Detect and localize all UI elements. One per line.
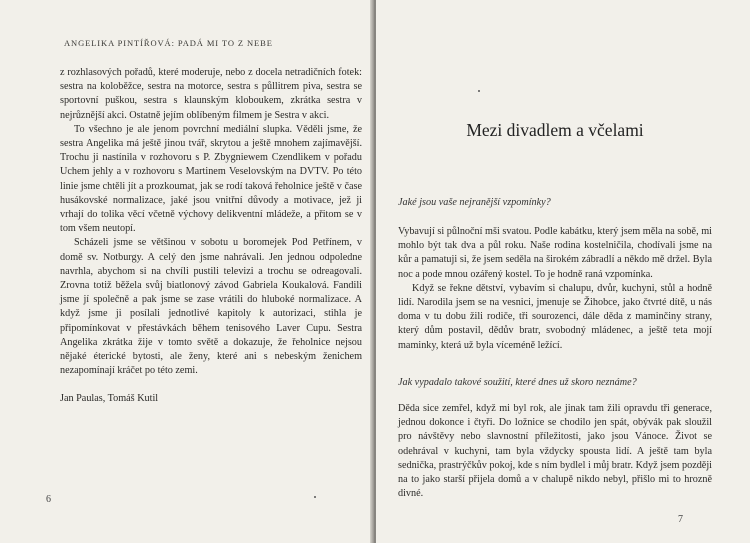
paragraph: To všechno je ale jenom povrchní mediální slupka. Věděli jsme, že sestra Angelika má ještě jinou tvář, skrytou a ještě mnohem zajímavější. Trochu ji nastínila v rozhovoru s P. Zbygniewem Czendlikem v pořadu Uchem jehly a v rozhovoru s Martinem Veselovským na DVTV. Po této linie jsme chtěli jít a prozkoumat, jak se rodí taková řeholnice ještě v čase husákovské normalizace, jaké jsou vnitřní důvody a motivace, jež ji vrhají do tolika věcí včetně výchovy delikventní mládeže, a přitom se v tom všem neutopí.: [60, 123, 362, 235]
paragraph: Vybavují si půlnoční mši svatou. Podle kabátku, který jsem měla na sobě, mi mohlo být tak dva a půl roku. Naše rodina kostelničila, chodívali jsme na kůr a pamatuji si, že jsem seděla na širokém zábradlí a někdo mě držel. Byla noc a pode mnou ozářený kostel. To je hodně raná vzpomínka.: [398, 226, 712, 280]
print-speck: [314, 496, 316, 498]
interview-answer: [398, 402, 712, 501]
authors-signature: Jan Paulas, Tomáš Kutil: [60, 393, 159, 405]
paragraph: z rozhlasových pořadů, které moderuje, nebo z docela netradičních fotek: sestra na koloběžce, sestra na motorce, sestra s půllitrem piva, sestra se sportovní puškou, sestra s klaunským kloboukem, zkrátka sestra v nejrůznější akci. Ostatně jejím oblíbeným filmem je Sestra v akci.: [60, 67, 362, 121]
left-page: [0, 0, 374, 543]
paragraph: Scházeli jsme se většinou v sobotu u boromejek Pod Petřínem, v domě sv. Notburgy. A celý den jsme nahrávali. Jen jednou odpoledne navrhla, abychom si na chvíli pustili televizi a trochu se odreagovali. Zrovna totiž běžela svůj biatlonový závod Gabriela Koukalová. Fandili jsme jí společně a pak jsme se zase vrátili do hluboké normalizace. A když jsme ji posílali jednotlivé kapitoly k autorizaci, stihla je připomínkovat v přestávkách během tenisového Laver Cupu. Sestra Angelika zkrátka žije v tomto světě a dokazuje, že řeholnice nejsou nějaké éterické bytosti, ale ženy, které ani s nebeským ženichem nezapomínají kráčet po této zemi.: [60, 237, 362, 377]
left-page-body: [60, 66, 362, 406]
paragraph: Děda sice zemřel, když mi byl rok, ale jinak tam žili opravdu tři generace, jednou dokonce i čtyři. Do ložnice se chodilo jen spát, obývák pak sloužil pro návštěvy nebo slavnostní příležitosti, jako jsou Vánoce. Život se odehrával v kuchyni, tam byla vždycky spousta lidí. A ještě tam byla sednička, prastrýčkův pokoj, kde s ním bydlel i můj bratr. Když jsem později na to jako starší přijela domů a v chalupě nikdo nebyl, přišlo mi to hrozně divné.: [398, 403, 712, 500]
page-number: 6: [46, 494, 51, 505]
print-speck: [478, 90, 480, 92]
chapter-title: Mezi divadlem a včelami: [466, 120, 644, 140]
interview-question: Jak vypadalo takové soužití, které dnes už skoro neznáme?: [398, 377, 637, 388]
running-head: ANGELIKA PINTÍŘOVÁ: PADÁ MI TO Z NEBE: [64, 38, 273, 48]
paragraph: Když se řekne dětství, vybavím si chalupu, dvůr, kuchyni, stůl a hodně lidí. Narodila jsem se na vesnici, jmenuje se Žihobce, jako čtvrté dítě, u nás doma v tu dobu žili rodiče, tři sourozenci, dále děda z maminčiny strany, který dům postavil, dědův bratr, svobodný mládenec, a ještě teta mojí maminky, která už byla víceméně ležící.: [398, 282, 712, 351]
interview-question: Jaké jsou vaše nejranější vzpomínky?: [398, 197, 551, 208]
interview-answer: [398, 225, 712, 353]
page-number: 7: [678, 514, 683, 525]
